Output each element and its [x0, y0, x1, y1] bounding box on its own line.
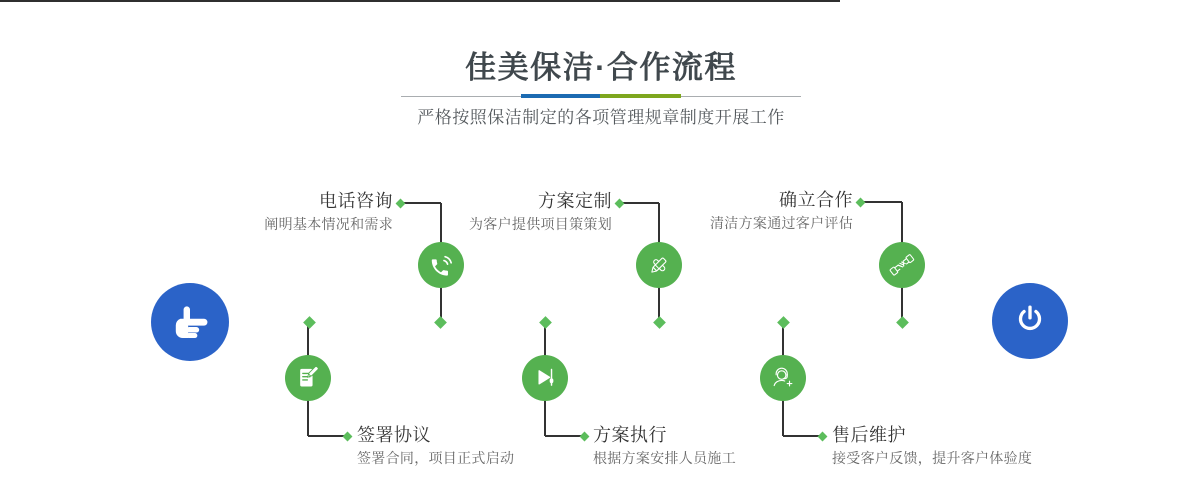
step-node-contract	[285, 355, 331, 401]
step-title: 售后维护	[832, 425, 906, 445]
start-node	[151, 283, 229, 361]
page-subtitle: 严格按照保洁制定的各项管理规章制度开展工作	[417, 108, 785, 127]
junction-diamond	[896, 316, 909, 329]
label-diamond	[579, 431, 589, 441]
junction-diamond	[303, 316, 316, 329]
divider-accent-olive	[600, 94, 681, 98]
phone-icon	[428, 252, 455, 279]
step-desc: 根据方案安排人员施工	[593, 450, 736, 466]
pointing-hand-icon	[168, 300, 212, 344]
step-label-handshake	[591, 189, 853, 233]
execute-icon	[530, 363, 560, 393]
step-node-handshake	[879, 242, 925, 288]
label-diamond	[855, 197, 865, 207]
step-label-contract	[357, 424, 514, 468]
step-title: 签署协议	[357, 425, 431, 445]
step-title: 确立合作	[779, 190, 853, 210]
junction-diamond	[434, 316, 447, 329]
step-label-service	[832, 424, 1032, 468]
step-desc: 清洁方案通过客户评估	[710, 215, 853, 231]
step-title: 方案执行	[593, 425, 667, 445]
end-node	[992, 283, 1068, 359]
step-node-execute	[522, 355, 568, 401]
step-label-design	[350, 190, 612, 234]
step-title: 电话咨询	[319, 191, 393, 211]
step-desc: 阐明基本情况和需求	[264, 216, 393, 232]
junction-diamond	[539, 316, 552, 329]
junction-diamond	[653, 316, 666, 329]
step-desc: 为客户提供项目策策划	[469, 216, 612, 232]
design-icon	[644, 250, 674, 280]
label-diamond	[817, 431, 827, 441]
label-diamond	[342, 431, 352, 441]
timeline-main-line	[0, 0, 840, 2]
elbow-handshake	[860, 201, 902, 203]
service-icon	[768, 363, 798, 393]
step-node-phone	[418, 242, 464, 288]
step-desc: 接受客户反馈，提升客户体验度	[832, 450, 1033, 466]
step-node-design	[636, 242, 682, 288]
contract-icon	[293, 363, 323, 393]
power-icon	[1011, 302, 1049, 340]
step-desc: 签署合同，项目正式启动	[357, 450, 515, 466]
page-title: 佳美保洁·合作流程	[465, 50, 737, 85]
step-label-execute	[593, 424, 736, 468]
divider-accent-blue	[521, 94, 600, 98]
step-title: 方案定制	[538, 191, 612, 211]
junction-diamond	[777, 316, 790, 329]
step-node-service	[760, 355, 806, 401]
handshake-icon	[887, 250, 917, 280]
